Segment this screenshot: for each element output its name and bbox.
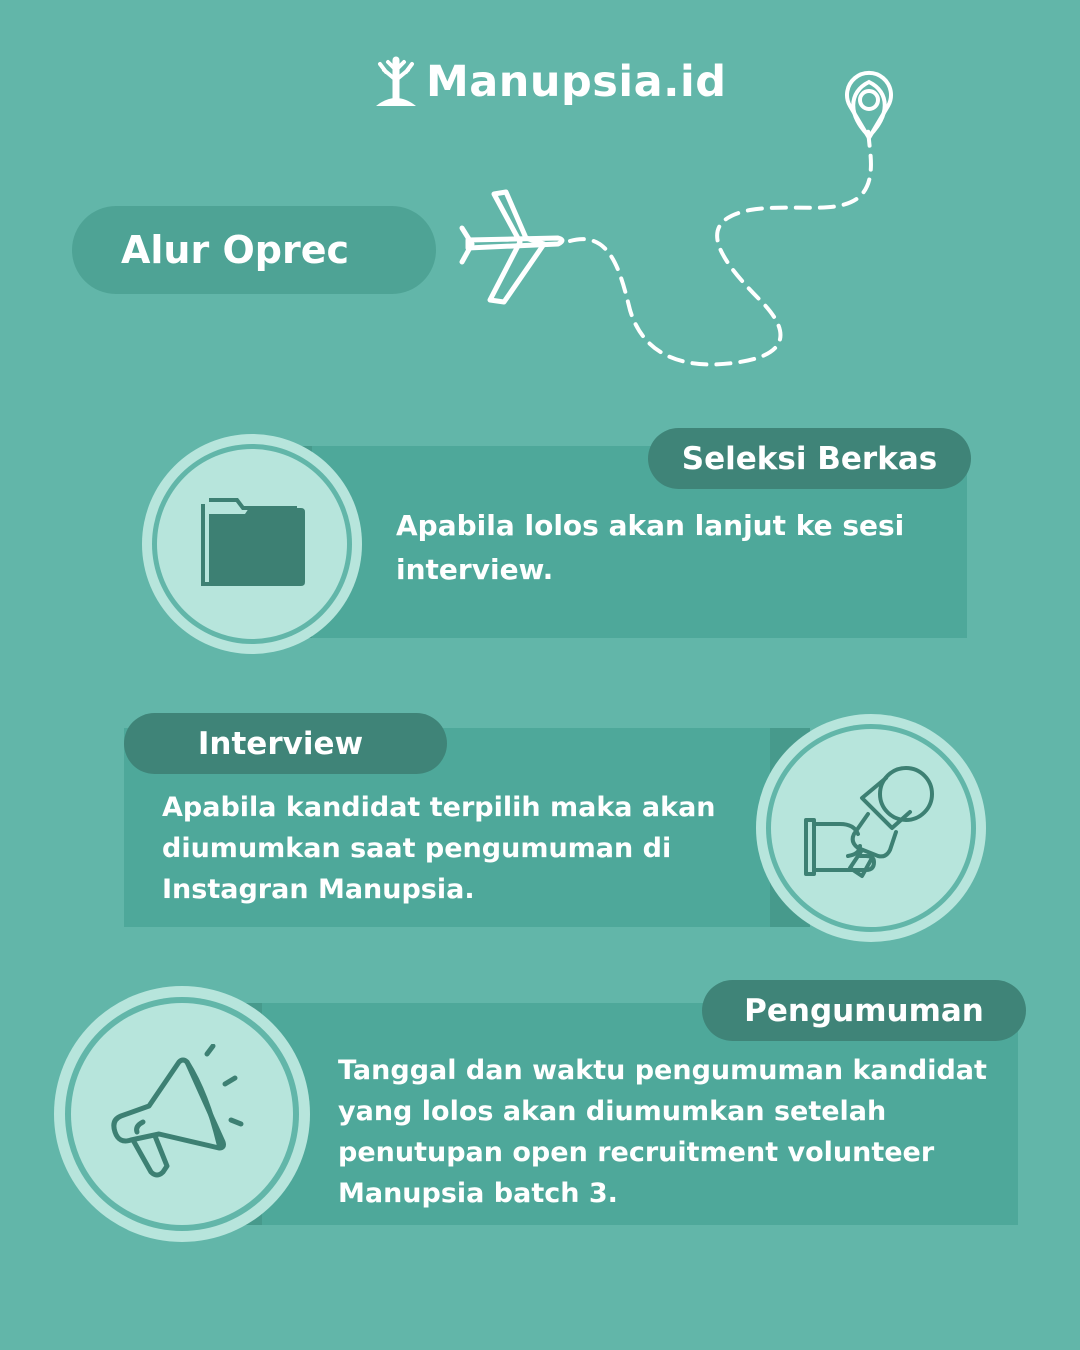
page-title: Alur Oprec: [121, 228, 349, 272]
step3-title: Pengumuman: [744, 992, 984, 1029]
route-decoration: [450, 70, 910, 390]
airplane-icon: [462, 192, 562, 302]
step2-body: Apabila kandidat terpilih maka akan diumumkan saat pengumuman di Instagran Manupsia.: [162, 792, 716, 905]
step3-body: Tanggal dan waktu pengumuman kandidat yang lolos akan diumumkan setelah penutupan open recruitment volunteer Manupsia batch 3.: [338, 1055, 987, 1209]
brand-name: Manupsia.id: [426, 57, 727, 107]
dashed-route: [570, 130, 871, 364]
microphone-icon: [796, 758, 946, 898]
step1-title: Seleksi Berkas: [681, 440, 938, 477]
tree-icon: [372, 54, 420, 110]
step2-title: Interview: [197, 725, 364, 762]
step2-icon-circle: [756, 714, 986, 942]
step1-body: Apabila lolos akan lanjut ke sesi interview.: [396, 509, 905, 586]
step1-icon-circle: [142, 434, 362, 654]
step3-icon-circle: [54, 986, 310, 1242]
step2-badge: [124, 713, 447, 774]
folder-icon: [197, 496, 307, 592]
step3-badge: [702, 980, 1026, 1041]
step1-badge: [648, 428, 971, 489]
megaphone-icon: [107, 1044, 257, 1184]
page-title-pill: [72, 206, 436, 294]
location-pin-icon: [847, 73, 891, 138]
